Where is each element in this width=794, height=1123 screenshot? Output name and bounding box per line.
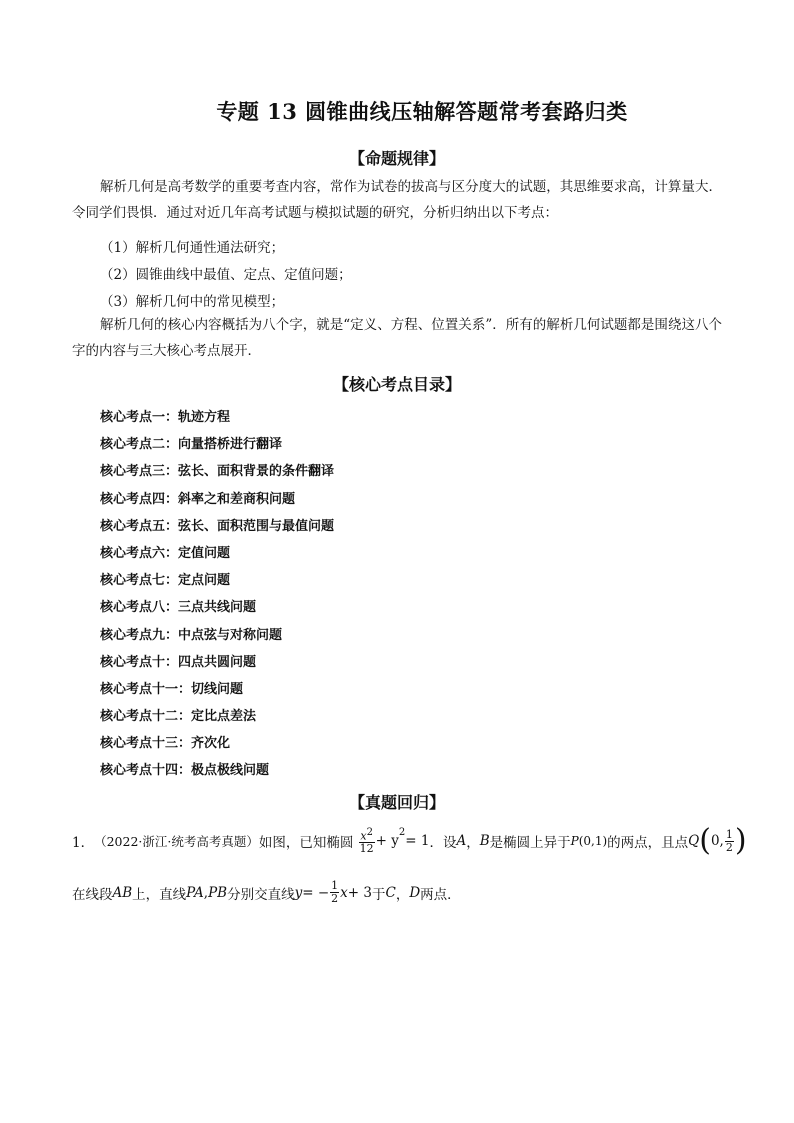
core-content-paragraph: 解析几何的核心内容概括为八个字，就是“定义、方程、位置关系”．所有的解析几何试题都是围绕这八个字的内容与三大核心考点展开． (72, 317, 722, 359)
var-d: D (409, 884, 421, 901)
toc-separator: ： (165, 491, 179, 507)
toc-item[interactable] (100, 622, 700, 649)
toc-item-label: 核心考点三 (100, 464, 166, 480)
toc-item[interactable] (100, 649, 700, 676)
problem-text: 两点． (420, 886, 461, 903)
line-pb: PB (208, 884, 228, 901)
toc-item-text: 弦长、面积范围与最值问题 (178, 518, 335, 534)
intro-paragraph: 解析几何是高考数学的重要考查内容，常作为试卷的拔高与区分度大的试题，其思维要求高，计算量大．令同学们畏惧．通过对近几年高考试题与模拟试题的研究，分析归纳出以下考点： (72, 179, 722, 221)
toc-item-label: 核心考点五 (100, 518, 166, 534)
toc-separator: ： (178, 736, 192, 752)
section-heading-rules: 【命题规律】 (348, 149, 445, 168)
problem-source: （2022·浙江·统考高考真题） (94, 834, 259, 849)
toc-item-text: 弦长、面积背景的条件翻译 (178, 464, 335, 480)
line-denominator: 2 (331, 892, 339, 905)
toc-item[interactable] (100, 594, 700, 621)
toc-item-label: 核心考点九 (100, 627, 166, 643)
ellipse-y-exponent: 2 (398, 826, 406, 838)
toc-list (100, 404, 700, 785)
toc-item-label: 核心考点十 (100, 654, 166, 670)
toc-item-text: 齐次化 (191, 736, 231, 752)
point-p-coords: (0,1) (578, 834, 608, 848)
close-paren: ) (734, 823, 747, 858)
toc-item[interactable] (100, 676, 700, 703)
toc-separator: ： (165, 464, 179, 480)
toc-separator: ： (165, 627, 179, 643)
toc-item[interactable] (100, 458, 700, 485)
toc-item[interactable] (100, 513, 700, 540)
problem-line-2 (72, 880, 461, 906)
var-a: A (456, 833, 467, 849)
toc-item-label: 核心考点十二 (100, 709, 179, 725)
toc-item-text: 中点弦与对称问题 (178, 627, 283, 643)
line-pa: PA (186, 884, 204, 901)
toc-item[interactable] (100, 404, 700, 431)
toc-separator: ： (165, 654, 179, 670)
toc-item-text: 轨迹方程 (178, 410, 231, 425)
toc-separator: ： (165, 545, 179, 561)
line-x: x (340, 884, 348, 901)
point-q-x: 0, (710, 833, 724, 849)
toc-item-label: 核心考点一 (100, 410, 166, 425)
toc-separator: ： (165, 437, 179, 453)
page-title: 专题 13 圆锥曲线压轴解答题常考套路归类 (216, 99, 628, 124)
line-fraction (330, 880, 339, 905)
comma: , (203, 884, 209, 901)
toc-item-label: 核心考点十三 (100, 736, 179, 752)
comma: ， (466, 835, 480, 851)
toc-separator: ： (178, 681, 192, 697)
problem-text: ．设 (429, 835, 457, 851)
section-heading-review: 【真题回归】 (348, 793, 445, 812)
toc-item-label: 核心考点二 (100, 437, 166, 453)
section-heading-toc: 【核心考点目录】 (332, 375, 461, 394)
ellipse-plus-y: + y (375, 833, 399, 849)
intro-point-3: （3）解析几何中的常见模型； (100, 294, 285, 310)
toc-item-label: 核心考点十一 (100, 681, 179, 697)
problem-text: 上，直线 (132, 886, 187, 903)
ellipse-fraction (359, 827, 375, 856)
toc-item-text: 定比点差法 (191, 709, 257, 725)
toc-item[interactable] (100, 757, 700, 784)
toc-item[interactable] (100, 486, 700, 513)
toc-item[interactable] (100, 730, 700, 757)
problem-number: 1． (72, 835, 95, 851)
toc-item[interactable] (100, 703, 700, 730)
toc-separator: ： (178, 709, 192, 725)
open-paren: ( (699, 823, 711, 858)
segment-ab: AB (112, 884, 133, 901)
line-y: y (294, 884, 303, 901)
toc-item[interactable] (100, 540, 700, 567)
toc-separator: ： (165, 518, 179, 534)
toc-separator: ： (165, 600, 179, 616)
point-q-denominator: 2 (725, 840, 733, 854)
ellipse-x-exponent: 2 (366, 826, 373, 838)
toc-item-text: 切线问题 (191, 681, 244, 697)
line-numerator: 1 (331, 879, 339, 892)
problem-text: 是椭圆上异于 (489, 835, 571, 851)
var-b: B (479, 833, 490, 849)
ellipse-equals: = 1 (405, 833, 430, 849)
toc-item-label: 核心考点四 (100, 491, 166, 507)
point-q-numerator: 1 (725, 827, 733, 841)
line-constant: + 3 (347, 884, 372, 901)
toc-item-label: 核心考点六 (100, 545, 166, 561)
toc-item-text: 极点极线问题 (191, 763, 270, 779)
toc-item-text: 向量搭桥进行翻译 (178, 437, 283, 453)
problem-text: 的两点，且点 (607, 835, 689, 851)
problem-text: 于 (371, 886, 386, 903)
ellipse-denominator: 12 (359, 842, 374, 856)
toc-item-text: 定值问题 (178, 545, 231, 561)
toc-item[interactable] (100, 567, 700, 594)
toc-separator: ： (165, 573, 179, 589)
problem-text: 分别交直线 (227, 886, 295, 903)
problem-line-1 (72, 823, 747, 866)
toc-item-text: 三点共线问题 (178, 600, 257, 616)
point-p: P (570, 834, 579, 848)
toc-item-label: 核心考点七 (100, 573, 166, 589)
point-q: Q (688, 833, 700, 849)
ellipse-x: x (360, 829, 367, 843)
var-c: C (385, 884, 396, 901)
toc-item-text: 定点问题 (178, 573, 231, 589)
intro-point-1: （1）解析几何通性通法研究； (100, 240, 285, 256)
toc-item-text: 四点共圆问题 (178, 654, 257, 670)
toc-separator: ： (178, 763, 192, 779)
comma: ， (395, 886, 410, 903)
intro-point-2: （2）圆锥曲线中最值、定点、定值问题； (100, 267, 352, 283)
line-equals-minus: = − (302, 884, 330, 901)
point-q-fraction (725, 829, 734, 854)
toc-separator: ： (165, 410, 179, 425)
toc-item-text: 斜率之和差商积问题 (178, 491, 296, 507)
problem-text: 在线段 (72, 886, 113, 903)
problem-text: 如图，已知椭圆 (258, 835, 354, 851)
toc-item-label: 核心考点十四 (100, 763, 179, 779)
toc-item-label: 核心考点八 (100, 600, 166, 616)
toc-item[interactable] (100, 431, 700, 458)
